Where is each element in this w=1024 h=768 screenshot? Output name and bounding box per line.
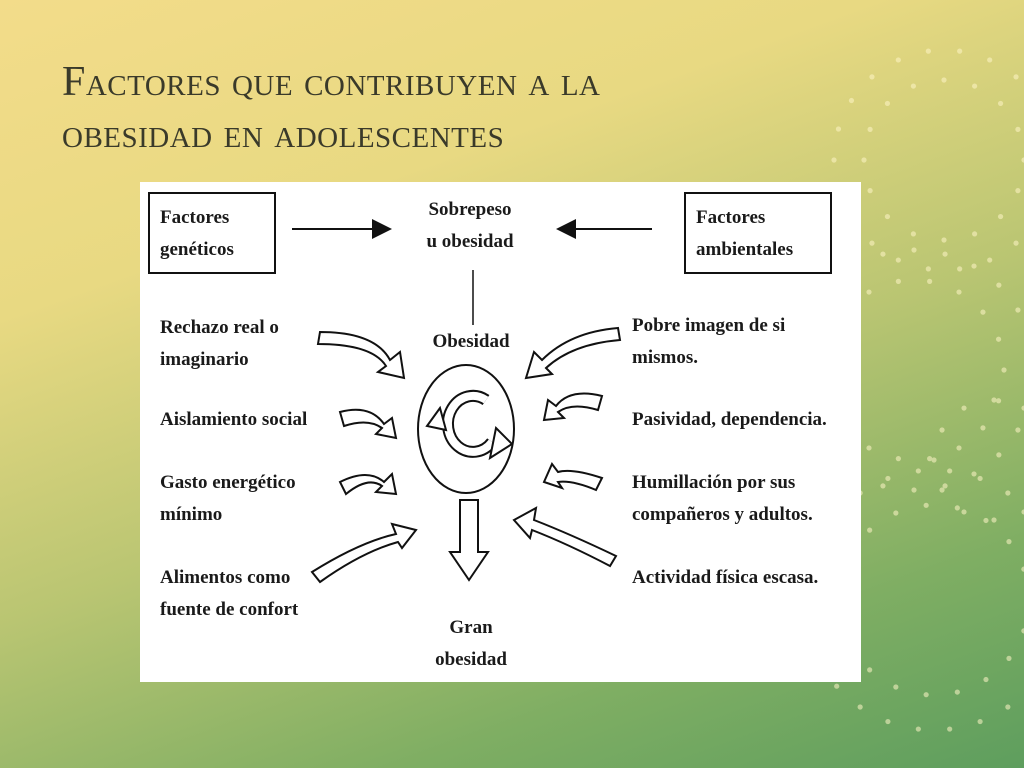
- label-gran-obesidad-line-1: Gran: [449, 617, 493, 638]
- arrow-pobre-imagen: [526, 328, 620, 378]
- factor-rechazo: [160, 312, 279, 376]
- arrow-rechazo: [318, 332, 404, 378]
- obesity-factors-diagram: [140, 182, 861, 682]
- factor-humillacion-line-2: compañeros y adultos.: [632, 504, 813, 525]
- label-sobrepeso: [410, 194, 530, 258]
- cycle-icon: [418, 365, 514, 493]
- factor-pobre-imagen-line-1: Pobre imagen de si: [632, 315, 786, 336]
- box-factores-ambientales-line-2: ambientales: [696, 239, 794, 260]
- arrow-alimentos: [312, 524, 416, 582]
- label-obesidad: Obesidad: [432, 331, 510, 352]
- factor-alimentos-line-1: Alimentos como: [160, 567, 291, 588]
- factor-actividad-line-1: Actividad física escasa.: [632, 567, 819, 588]
- factor-humillacion: [632, 467, 813, 531]
- factor-pasividad: [632, 404, 827, 436]
- factor-alimentos-line-2: fuente de confort: [160, 599, 299, 620]
- arrow-down-to-gran-obesidad: [450, 500, 488, 580]
- factor-gasto-line-1: Gasto energético: [160, 472, 296, 493]
- arrow-actividad: [514, 508, 616, 566]
- factor-pobre-imagen: [632, 310, 785, 374]
- label-gran-obesidad-line-2: obesidad: [435, 649, 507, 670]
- factor-aislamiento-line-1: Aislamiento social: [160, 409, 308, 430]
- arrow-pasividad: [544, 394, 602, 420]
- factor-alimentos: [160, 562, 298, 626]
- arrow-humillacion: [544, 464, 602, 490]
- factor-rechazo-line-1: Rechazo real o: [160, 317, 279, 338]
- arrow-aislamiento: [340, 410, 396, 438]
- box-factores-geneticos-line-2: genéticos: [160, 239, 234, 260]
- arrow-gasto: [340, 474, 396, 494]
- factor-pasividad-line-1: Pasividad, dependencia.: [632, 409, 827, 430]
- factor-gasto-line-2: mínimo: [160, 504, 223, 525]
- label-sobrepeso-line-1: Sobrepeso: [428, 199, 512, 220]
- slide-title: [62, 56, 601, 160]
- factor-rechazo-line-2: imaginario: [160, 349, 249, 370]
- box-factores-ambientales-line-1: Factores: [696, 207, 766, 228]
- slide-title-line-1: Factores que contribuyen a la: [62, 59, 601, 105]
- slide-title-line-2: obesidad en adolescentes: [62, 111, 505, 157]
- factor-humillacion-line-1: Humillación por sus: [632, 472, 796, 493]
- box-factores-geneticos: [148, 192, 276, 274]
- label-gran-obesidad: [426, 612, 516, 676]
- label-sobrepeso-line-2: u obesidad: [426, 231, 514, 252]
- box-factores-geneticos-line-1: Factores: [160, 207, 230, 228]
- factor-aislamiento: [160, 404, 307, 436]
- factor-actividad: [632, 562, 818, 594]
- box-factores-ambientales: [684, 192, 832, 274]
- factor-gasto-energetico: [160, 467, 296, 531]
- factor-pobre-imagen-line-2: mismos.: [632, 347, 698, 368]
